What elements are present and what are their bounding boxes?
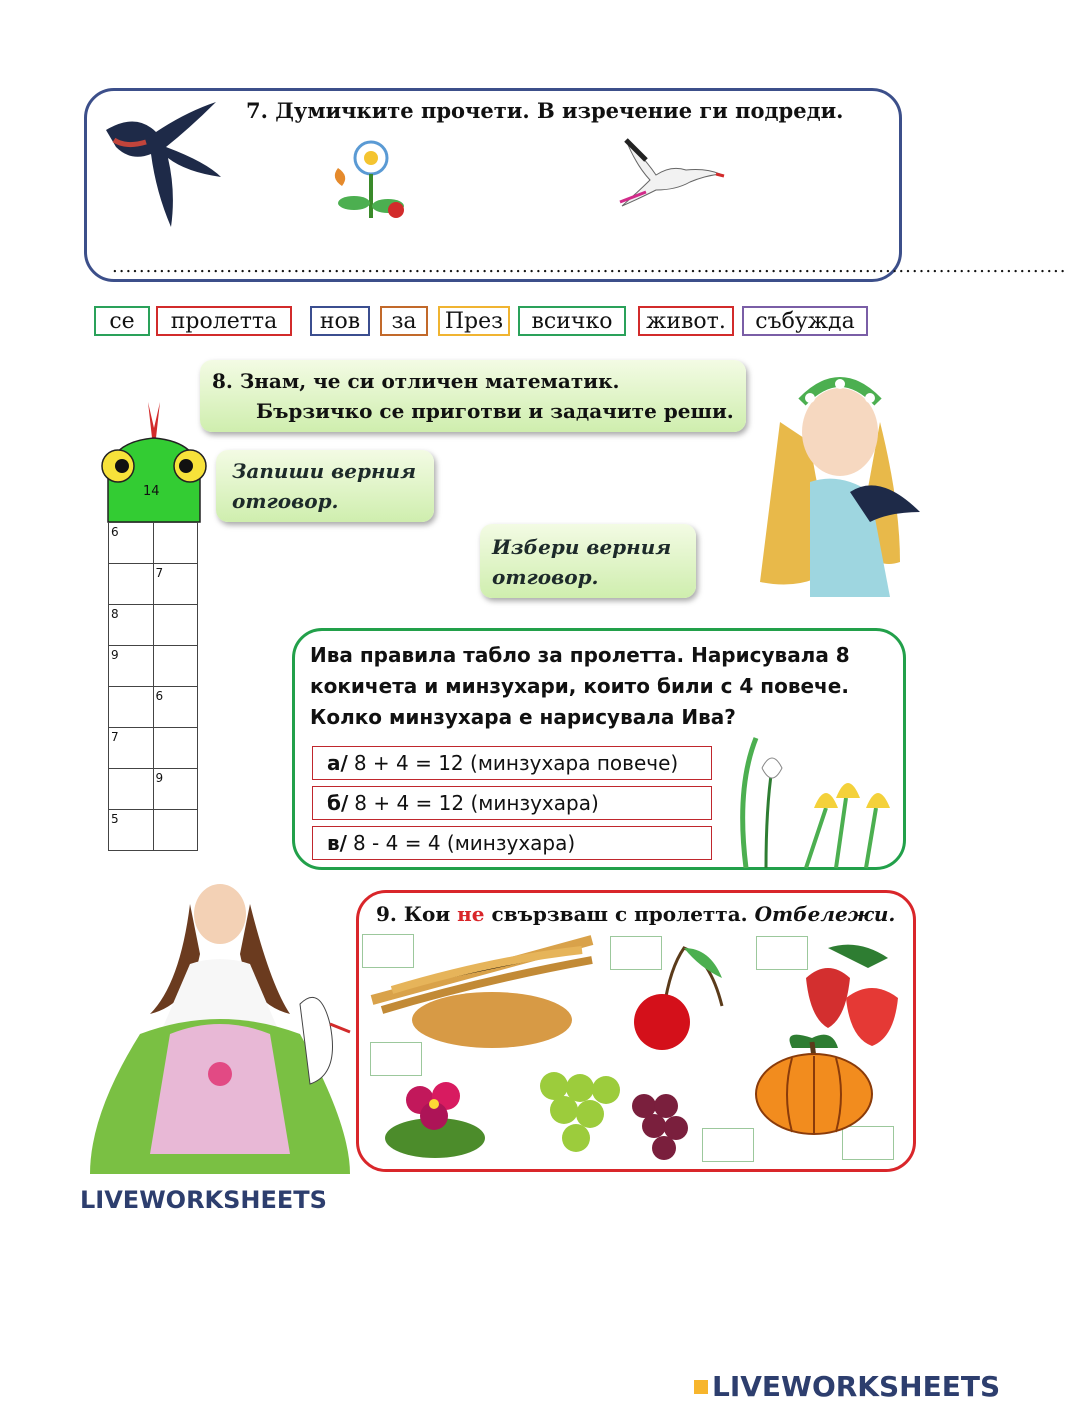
problem-line3: Колко минзухара е нарисувала Ива? bbox=[310, 705, 736, 729]
grid-cell[interactable] bbox=[153, 728, 198, 769]
grid-row bbox=[109, 769, 198, 810]
word-tile[interactable]: През bbox=[438, 306, 510, 336]
option-letter: б/ bbox=[327, 791, 349, 815]
snake-head-icon bbox=[96, 398, 212, 524]
word-tile[interactable]: се bbox=[94, 306, 150, 336]
write-line2: отговор. bbox=[232, 489, 339, 513]
option-a[interactable] bbox=[312, 746, 712, 780]
task9-highlight: не bbox=[457, 902, 485, 926]
option-text: 8 + 4 = 12 (минзухара повече) bbox=[353, 751, 679, 775]
grid-row bbox=[109, 687, 198, 728]
write-line1: Запиши верния bbox=[232, 459, 417, 483]
task9-prefix: 9. Кои bbox=[376, 902, 458, 926]
grid-cell[interactable] bbox=[109, 564, 154, 605]
task8-heading bbox=[200, 360, 746, 432]
grid-cell[interactable]: 6 bbox=[153, 687, 198, 728]
grid-cell[interactable] bbox=[109, 769, 154, 810]
task9-middle: свързваш с пролетта. bbox=[484, 902, 755, 926]
answer-line[interactable]: .............................................................................................................................................. bbox=[112, 256, 1066, 277]
logo-mark-icon bbox=[694, 1380, 708, 1394]
option-c[interactable] bbox=[312, 826, 712, 860]
crocus-icon bbox=[726, 728, 902, 868]
liveworksheets-logo-small: LIVEWORKSHEETS bbox=[80, 1186, 327, 1214]
option-letter: а/ bbox=[327, 751, 348, 775]
option-letter: в/ bbox=[327, 831, 347, 855]
swallow-icon bbox=[96, 92, 226, 232]
pumpkin-icon bbox=[752, 1028, 876, 1138]
grid-cell[interactable]: 9 bbox=[153, 769, 198, 810]
choose-line2: отговор. bbox=[492, 565, 599, 589]
spring-fairy-icon bbox=[750, 362, 930, 602]
problem-text bbox=[310, 640, 890, 733]
grid-row bbox=[109, 810, 198, 851]
grid-cell[interactable]: 8 bbox=[109, 605, 154, 646]
word-tile[interactable]: всичко bbox=[518, 306, 626, 336]
snake-number: 14 bbox=[143, 484, 160, 499]
option-b[interactable] bbox=[312, 786, 712, 820]
number-grid bbox=[108, 522, 198, 851]
choose-answer-bubble bbox=[480, 524, 696, 598]
grid-cell[interactable]: 5 bbox=[109, 810, 154, 851]
option-text: 8 + 4 = 12 (минзухара) bbox=[354, 791, 599, 815]
word-tile[interactable]: за bbox=[380, 306, 428, 336]
wheat-icon bbox=[362, 930, 602, 1052]
write-answer-bubble bbox=[216, 450, 434, 522]
spring-girl-icon bbox=[80, 874, 360, 1184]
primrose-icon bbox=[380, 1068, 490, 1168]
choose-line1: Избери верния bbox=[492, 535, 672, 559]
grid-cell[interactable]: 7 bbox=[109, 728, 154, 769]
grid-row bbox=[109, 564, 198, 605]
task8-line2: Бързичко се приготви и задачите реши. bbox=[256, 399, 734, 423]
stork-icon bbox=[616, 130, 726, 210]
problem-line2: кокичета и минзухари, които били с 4 повече. bbox=[310, 674, 849, 698]
grid-row bbox=[109, 646, 198, 687]
grid-cell[interactable] bbox=[153, 605, 198, 646]
flower-icon bbox=[326, 128, 416, 228]
word-tile[interactable]: живот. bbox=[638, 306, 734, 336]
grid-cell[interactable] bbox=[153, 523, 198, 564]
task9-italic: Отбележи. bbox=[754, 902, 896, 926]
liveworksheets-logo: LIVEWORKSHEETS bbox=[712, 1370, 1001, 1403]
grid-row bbox=[109, 605, 198, 646]
grid-cell[interactable] bbox=[153, 646, 198, 687]
grapes-icon bbox=[524, 1066, 704, 1176]
grid-row bbox=[109, 728, 198, 769]
problem-line1: Ива правила табло за пролетта. Нарисувала 8 bbox=[310, 643, 850, 667]
word-tile[interactable]: пролетта bbox=[156, 306, 292, 336]
cherry-icon bbox=[630, 938, 730, 1054]
task8-line1: 8. Знам, че си отличен математик. bbox=[212, 369, 620, 393]
grid-cell[interactable]: 9 bbox=[109, 646, 154, 687]
grid-cell[interactable] bbox=[153, 810, 198, 851]
answer-box[interactable] bbox=[702, 1128, 754, 1162]
task9-title bbox=[376, 902, 895, 926]
option-text: 8 - 4 = 4 (минзухара) bbox=[352, 831, 576, 855]
word-tile[interactable]: нов bbox=[310, 306, 370, 336]
task7-title: 7. Думичките прочети. В изречение ги подреди. bbox=[246, 98, 844, 123]
grid-row bbox=[109, 523, 198, 564]
word-tile[interactable]: събужда bbox=[742, 306, 868, 336]
grid-cell[interactable]: 6 bbox=[109, 523, 154, 564]
grid-cell[interactable]: 7 bbox=[153, 564, 198, 605]
grid-cell[interactable] bbox=[109, 687, 154, 728]
